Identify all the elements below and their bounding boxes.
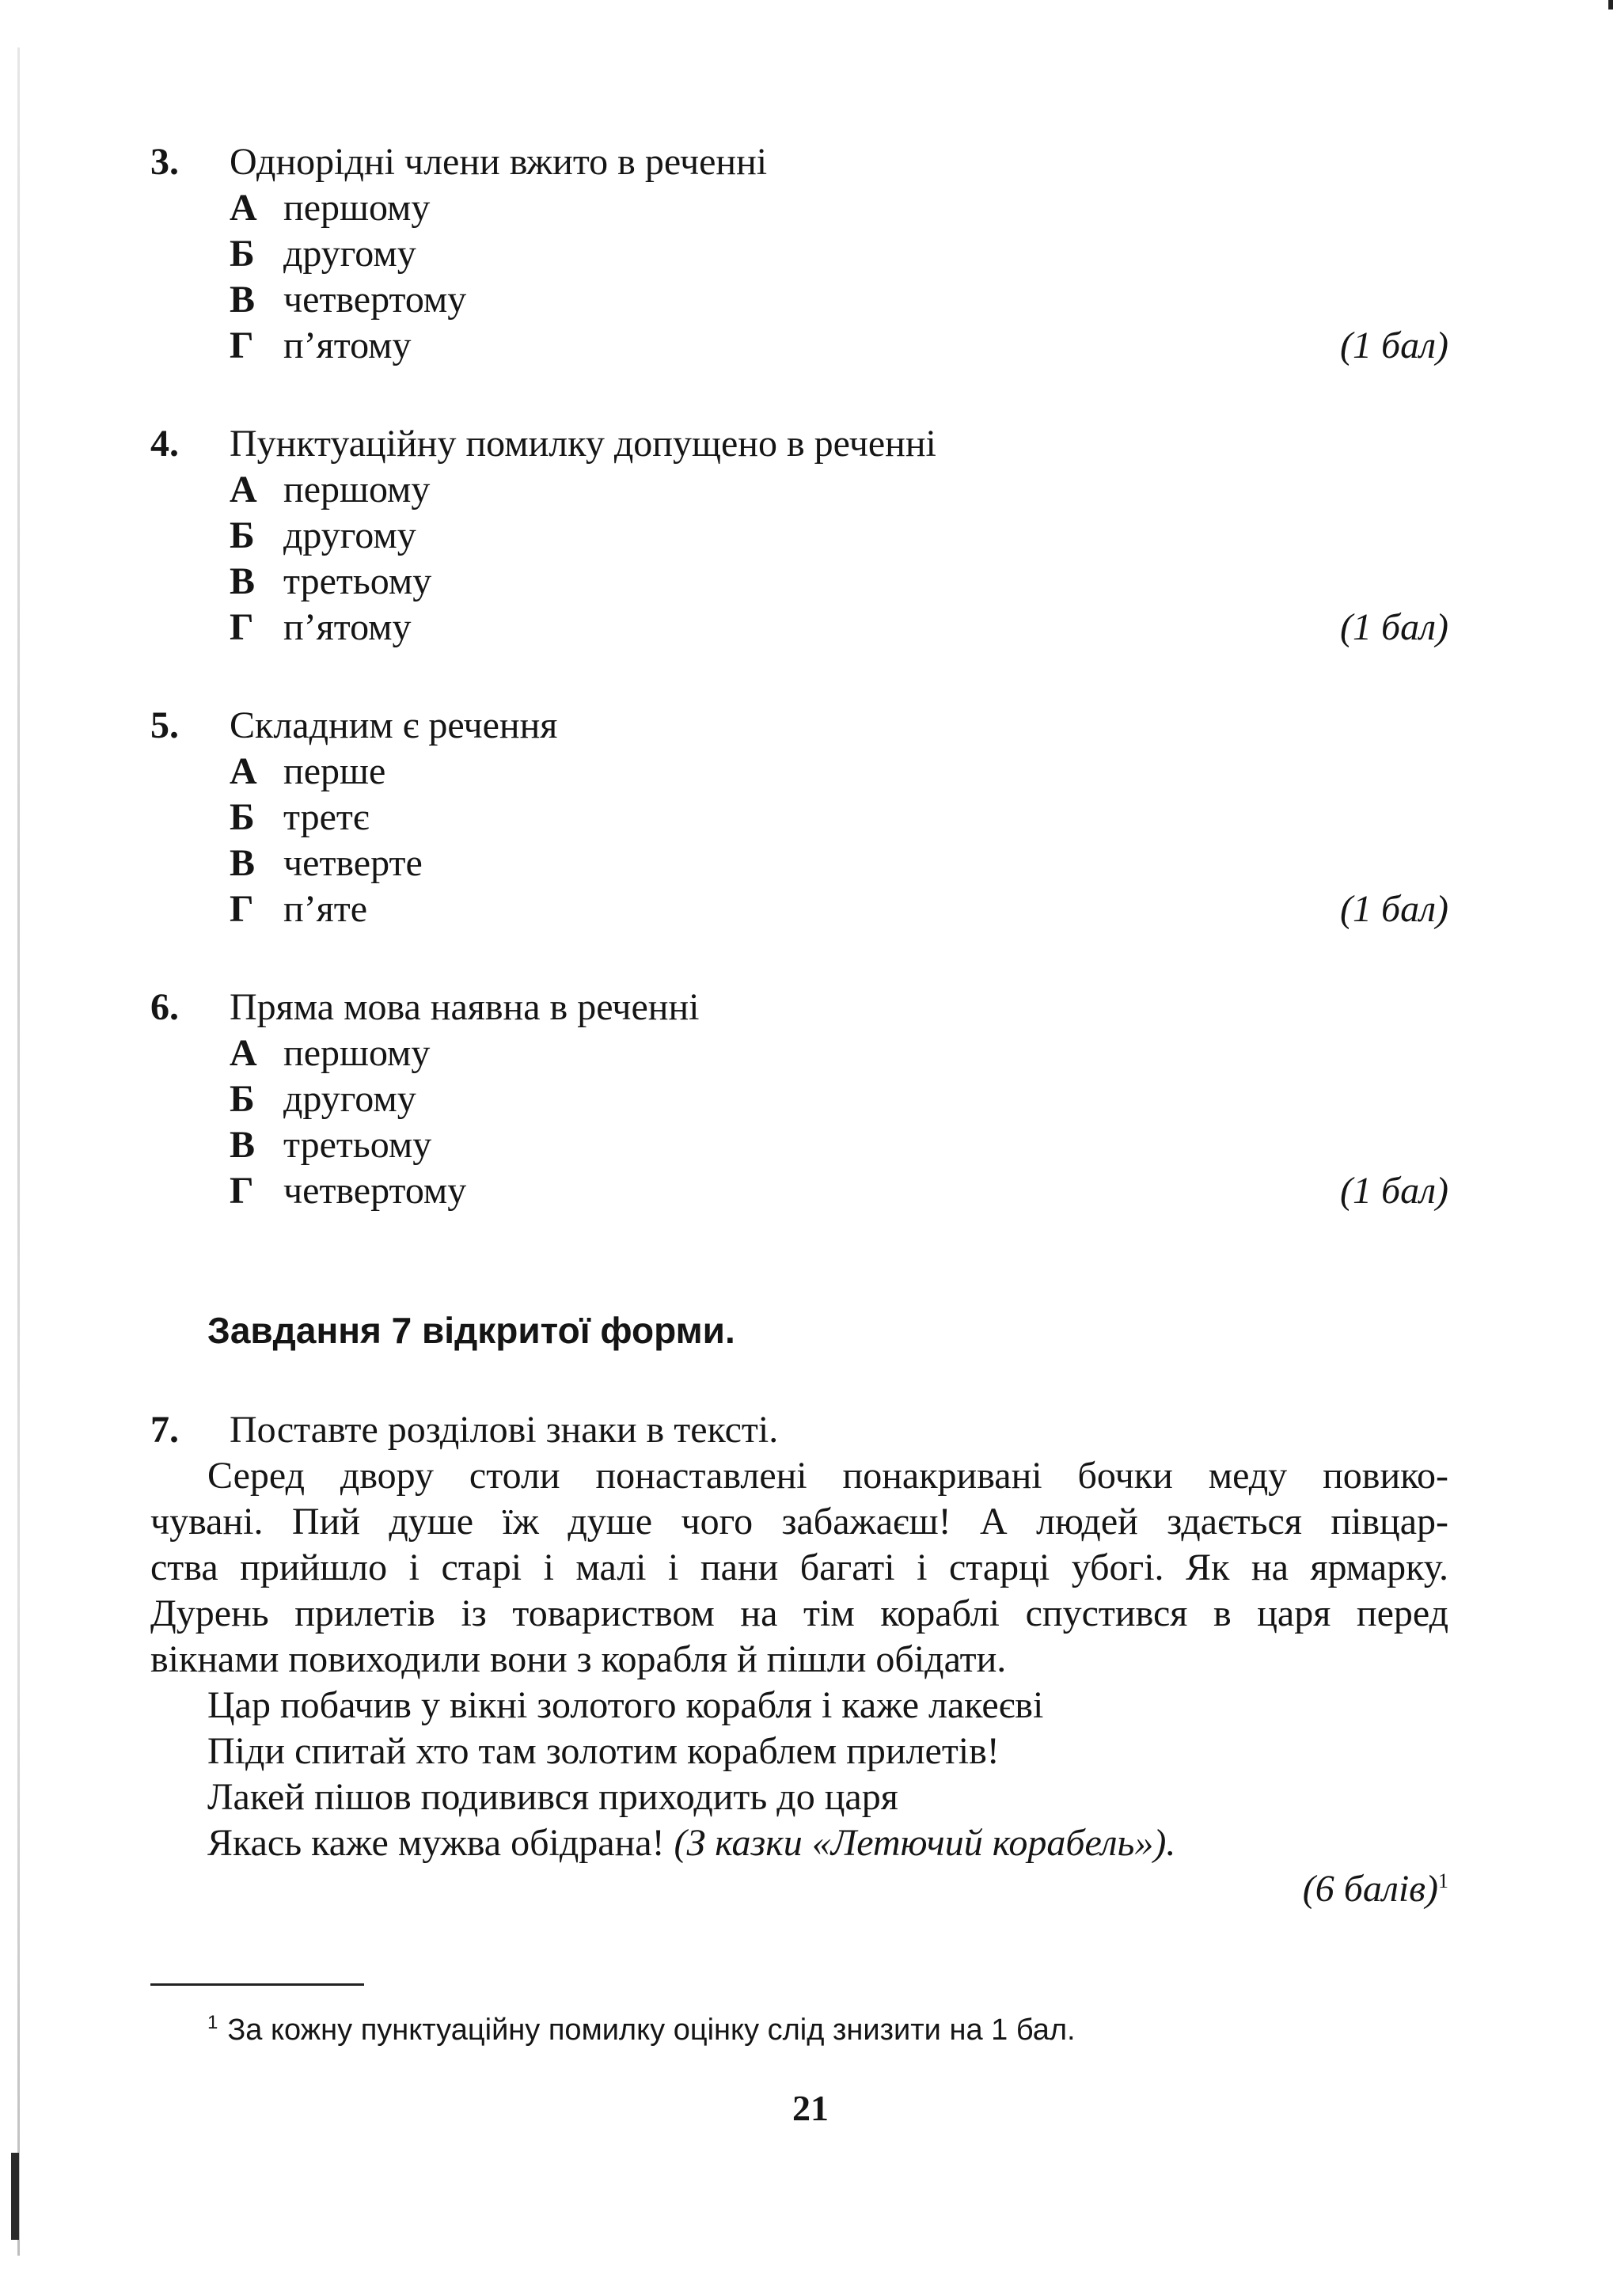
option-v — [150, 559, 1448, 605]
option-b — [150, 1076, 1448, 1122]
option-v — [150, 277, 1448, 323]
dialogue-line: Піди спитай хто там золотим кораблем прилетів! — [207, 1730, 1000, 1772]
question-stem — [150, 139, 1448, 185]
option-letter: Б — [230, 233, 255, 275]
option-h — [150, 605, 1448, 651]
option-a — [150, 749, 1448, 795]
option-text: третє — [283, 796, 370, 838]
dialogue-text: Якась каже мужва обідрана! — [207, 1822, 674, 1864]
option-text: перше — [283, 750, 386, 792]
question-6 — [150, 985, 1448, 1214]
option-letter: Б — [230, 1078, 255, 1120]
score-text: (6 балів) — [1302, 1868, 1438, 1910]
option-text: п’ятому — [283, 324, 412, 366]
option-letter: Г — [230, 1170, 254, 1212]
text-line: Серед двору столи понаставлені понакривані бочки меду повико- — [207, 1455, 1448, 1497]
task-score-line — [150, 1866, 1448, 1912]
option-text: п’яте — [283, 888, 368, 930]
option-h — [150, 323, 1448, 369]
option-letter: А — [230, 750, 257, 792]
option-letter: Б — [230, 796, 255, 838]
option-b — [150, 513, 1448, 559]
dialogue-line-last — [150, 1820, 1448, 1866]
question-stem — [150, 421, 1448, 467]
task-7 — [150, 1407, 1448, 1912]
option-text: четверте — [283, 842, 423, 884]
question-3 — [150, 139, 1448, 369]
option-text: другому — [283, 233, 416, 275]
option-letter: А — [230, 1032, 257, 1074]
scan-corner-mark — [1608, 0, 1613, 9]
option-letter: А — [230, 187, 257, 229]
score-label: (1 бал) — [1339, 888, 1448, 930]
source-citation: (З казки «Летючий корабель»). — [674, 1822, 1176, 1864]
question-text: Однорідні члени вжито в реченні — [230, 141, 768, 183]
section-title: Завдання 7 відкритої форми. — [207, 1310, 735, 1351]
text-line: вікнами повиходили вони з корабля й пішли обідати. — [150, 1638, 1007, 1680]
option-text: першому — [283, 469, 431, 510]
option-a — [150, 185, 1448, 231]
option-h — [150, 1168, 1448, 1214]
option-b — [150, 795, 1448, 841]
question-number: 6. — [150, 986, 179, 1028]
score-label: (1 бал) — [1339, 1170, 1448, 1212]
option-text: першому — [283, 1032, 431, 1074]
option-v — [150, 1122, 1448, 1168]
score-label — [1303, 1866, 1448, 1912]
option-text: другому — [283, 514, 416, 556]
option-b — [150, 231, 1448, 277]
score-label: (1 бал) — [1339, 606, 1448, 648]
question-text: Пунктуаційну помилку допущено в реченні — [230, 423, 936, 465]
option-letter: В — [230, 279, 256, 321]
footnote — [207, 2010, 1076, 2050]
option-a — [150, 1030, 1448, 1076]
footnote-reference: 1 — [1438, 1869, 1448, 1892]
option-letter: Г — [230, 324, 254, 366]
question-number: 5. — [150, 704, 179, 746]
option-letter: В — [230, 560, 256, 602]
option-a — [150, 467, 1448, 513]
score-label: (1 бал) — [1339, 324, 1448, 366]
question-text: Пряма мова наявна в реченні — [230, 986, 700, 1028]
option-v — [150, 841, 1448, 886]
option-text: першому — [283, 187, 431, 229]
dialogue-line: Лакей пішов подивився приходить до царя — [207, 1776, 898, 1818]
option-letter: В — [230, 1124, 256, 1166]
option-h — [150, 886, 1448, 932]
question-text: Складним є речення — [230, 704, 558, 746]
option-text: третьому — [283, 560, 432, 602]
option-text: четвертому — [283, 279, 467, 321]
dialogue-line: Цар побачив у вікні золотого корабля і каже лакеєві — [207, 1684, 1044, 1726]
question-4 — [150, 421, 1448, 651]
question-stem — [150, 703, 1448, 749]
option-letter: Г — [230, 606, 254, 648]
scan-edge — [17, 47, 20, 2256]
option-text: п’ятому — [283, 606, 412, 648]
option-text: другому — [283, 1078, 416, 1120]
task-number: 7. — [150, 1409, 179, 1451]
text-line: ства прийшло і старі і малі і пани багаті і старці убогі. Як на ярмарку. — [150, 1546, 1448, 1588]
footnote-text: За кожну пунктуаційну помилку оцінку слід знизити на 1 бал. — [227, 2013, 1076, 2047]
footnote-mark: 1 — [207, 2012, 218, 2034]
option-text: четвертому — [283, 1170, 467, 1212]
text-line: чувані. Пий душе їж душе чого забажаєш! А людей здається півцар- — [150, 1501, 1448, 1543]
task-instruction: Поставте розділові знаки в тексті. — [230, 1409, 779, 1451]
option-letter: В — [230, 842, 256, 884]
option-text: третьому — [283, 1124, 432, 1166]
footnote-rule — [150, 1983, 364, 1986]
question-number: 3. — [150, 141, 179, 183]
option-letter: Г — [230, 888, 254, 930]
task-stem — [150, 1407, 1448, 1453]
question-5 — [150, 703, 1448, 932]
text-line: Дурень прилетів із товариством на тім кораблі спустився в царя перед — [150, 1592, 1448, 1634]
option-letter: А — [230, 469, 257, 510]
page-number: 21 — [792, 2088, 829, 2128]
question-number: 4. — [150, 423, 179, 465]
scan-edge-shadow — [11, 2153, 19, 2240]
option-letter: Б — [230, 514, 255, 556]
question-stem — [150, 985, 1448, 1030]
